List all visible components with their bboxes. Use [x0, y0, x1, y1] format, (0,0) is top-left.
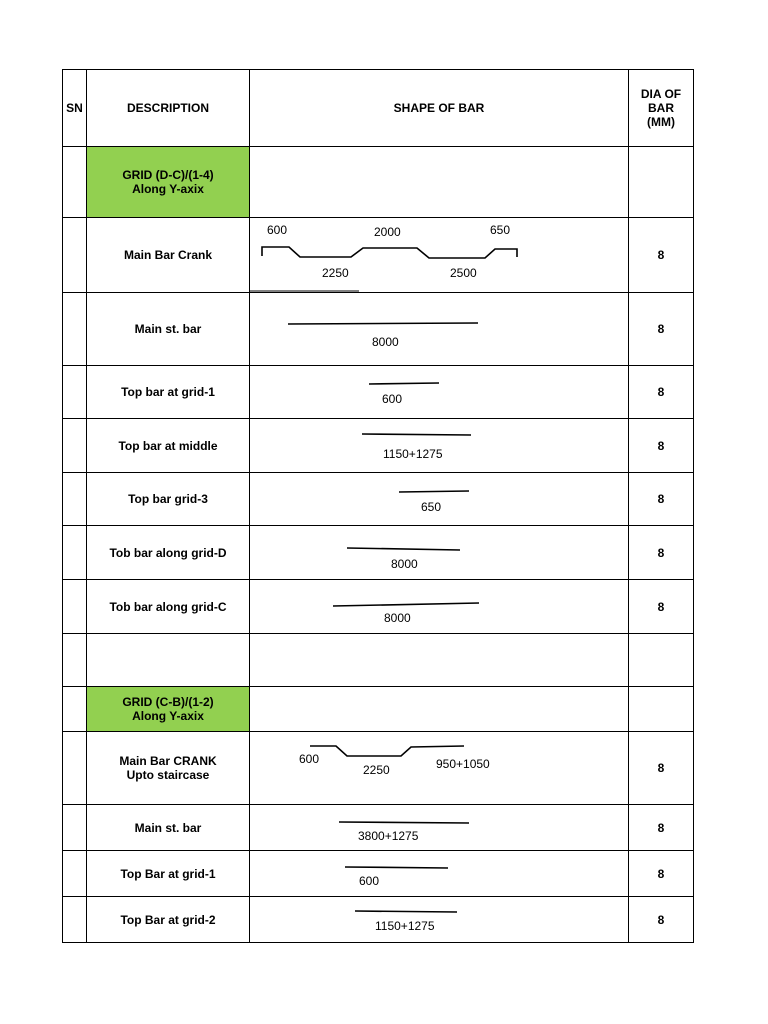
crank-bar-line: [262, 247, 517, 258]
description-cell: [87, 732, 250, 805]
dim-label: 2250: [363, 763, 390, 777]
description-text: Top bar at middle: [118, 438, 218, 453]
description-text: Main Bar Crank: [123, 248, 213, 262]
sn-cell: [63, 526, 87, 580]
table-row: [63, 293, 694, 366]
dim-label: 650: [421, 500, 442, 514]
description-cell: [87, 580, 250, 634]
table-row: [63, 851, 694, 897]
dim-label: 2500: [450, 266, 477, 280]
sn-cell: [63, 218, 87, 293]
header-description: DESCRIPTION: [87, 70, 250, 147]
table-row: [63, 732, 694, 805]
description-text: Top bar grid-3: [128, 492, 208, 506]
bar-line: [362, 434, 471, 435]
sn-cell: [63, 419, 87, 473]
description-text: Main st. bar: [134, 322, 202, 336]
section-title-line-2: Along Y-axix: [132, 709, 204, 723]
sn-cell: [63, 732, 87, 805]
description-cell: [87, 366, 250, 419]
shape-cell: [250, 805, 629, 851]
shape-cell: [250, 293, 629, 366]
dia-cell: 8: [629, 218, 694, 293]
header-dia-line-2: BAR: [648, 101, 674, 115]
dim-label: 600: [299, 752, 320, 766]
table-row: [63, 897, 694, 943]
dia-cell: 8: [629, 897, 694, 943]
dia-cell: 8: [629, 580, 694, 634]
section-title-line-1: GRID (C-B)/(1-2): [122, 695, 214, 709]
dim-label: 8000: [384, 611, 411, 625]
crank-bar-shape: [250, 218, 628, 292]
description-cell: [87, 805, 250, 851]
table-row: [63, 526, 694, 580]
shape-cell: [250, 687, 629, 732]
section-title-grid-d-c: [87, 147, 250, 218]
shape-cell: [250, 580, 629, 634]
dia-cell: 8: [629, 526, 694, 580]
sn-cell: [63, 897, 87, 943]
header-dia-line-3: (MM): [647, 115, 675, 129]
description-cell: [87, 634, 250, 687]
table-row: [63, 805, 694, 851]
dim-label: 2000: [374, 225, 401, 239]
table-row: [63, 580, 694, 634]
bar-line: [369, 383, 439, 384]
description-text: Top Bar at grid-2: [120, 912, 216, 927]
shape-cell: [250, 526, 629, 580]
sn-cell: [63, 805, 87, 851]
bar-line: [333, 603, 479, 606]
dim-label: 600: [382, 392, 403, 406]
table-row: [63, 366, 694, 419]
sn-cell: [63, 366, 87, 419]
dim-label: 1150+1275: [383, 447, 443, 461]
description-cell: [87, 218, 250, 293]
shape-cell: [250, 147, 629, 218]
crank-bar-line: [310, 746, 464, 756]
description-text: Tob bar along grid-D: [109, 545, 227, 560]
dim-label: 8000: [391, 557, 418, 571]
description-cell: [87, 851, 250, 897]
section-title-row: [63, 687, 694, 732]
dim-label: 3800+1275: [358, 829, 419, 843]
section-title-line-1: GRID (D-C)/(1-4): [122, 168, 214, 182]
dia-cell: 8: [629, 805, 694, 851]
dim-label: 600: [359, 874, 380, 888]
straight-bar-shape: [250, 366, 628, 418]
sn-cell: [63, 473, 87, 526]
description-text: Main st. bar: [134, 820, 202, 835]
description-cell: [87, 526, 250, 580]
shape-cell: [250, 732, 629, 805]
bar-line: [288, 323, 478, 324]
section-title-line-2: Along Y-axix: [132, 182, 204, 196]
section-title-row: [63, 147, 694, 218]
header-dia-of-bar: [629, 70, 694, 147]
sn-cell: [63, 634, 87, 687]
header-shape-of-bar: SHAPE OF BAR: [250, 70, 629, 147]
dia-cell: [629, 147, 694, 218]
bar-line: [355, 911, 457, 912]
bar-bending-schedule-table: [62, 69, 694, 943]
dim-label: 1150+1275: [375, 919, 435, 933]
dia-cell: 8: [629, 732, 694, 805]
dia-cell: 8: [629, 851, 694, 897]
sn-cell: [63, 293, 87, 366]
shape-cell: [250, 218, 629, 293]
straight-bar-shape: [250, 805, 628, 850]
dia-cell: [629, 634, 694, 687]
dia-cell: [629, 687, 694, 732]
dim-label: 600: [267, 223, 288, 237]
bar-line: [345, 867, 448, 868]
shape-cell: [250, 851, 629, 897]
dia-cell: 8: [629, 293, 694, 366]
straight-bar-shape: [250, 851, 628, 896]
straight-bar-shape: [250, 293, 628, 365]
bar-line: [399, 491, 469, 492]
sn-cell: [63, 851, 87, 897]
description-cell: [87, 419, 250, 473]
dim-label: 8000: [372, 335, 399, 349]
empty-row: [63, 634, 694, 687]
straight-bar-shape: [250, 473, 628, 525]
description-text: Top bar at grid-1: [121, 385, 215, 399]
section-title-grid-c-b: [87, 687, 250, 732]
description-text-line-1: Main Bar CRANK: [119, 754, 217, 768]
dim-label: 650: [490, 223, 511, 237]
description-cell: [87, 897, 250, 943]
dia-cell: 8: [629, 419, 694, 473]
sn-cell: [63, 580, 87, 634]
header-sn: SN: [63, 70, 87, 147]
header-row: [63, 70, 694, 147]
description-text: Top Bar at grid-1: [120, 866, 216, 881]
table-row: [63, 419, 694, 473]
dia-cell: 8: [629, 366, 694, 419]
description-text-line-2: Upto staircase: [126, 768, 210, 782]
straight-bar-shape: [250, 897, 628, 942]
shape-cell: [250, 897, 629, 943]
bar-line: [339, 822, 469, 823]
shape-cell: [250, 473, 629, 526]
shape-cell: [250, 634, 629, 687]
dim-label: 950+1050: [436, 757, 490, 771]
sn-cell: [63, 687, 87, 732]
bar-line: [347, 548, 460, 550]
straight-bar-shape: [250, 580, 628, 633]
dim-label: 2250: [322, 266, 349, 280]
dia-cell: 8: [629, 473, 694, 526]
table-row: [63, 473, 694, 526]
header-dia-line-1: DIA OF: [640, 87, 682, 101]
description-cell: [87, 473, 250, 526]
table-row: [63, 218, 694, 293]
shape-cell: [250, 419, 629, 473]
sn-cell: [63, 147, 87, 218]
straight-bar-shape: [250, 526, 628, 579]
crank-bar-shape: [250, 732, 628, 804]
description-text: Tob bar along grid-C: [109, 599, 227, 614]
shape-cell: [250, 366, 629, 419]
description-cell: [87, 293, 250, 366]
straight-bar-shape: [250, 419, 628, 472]
